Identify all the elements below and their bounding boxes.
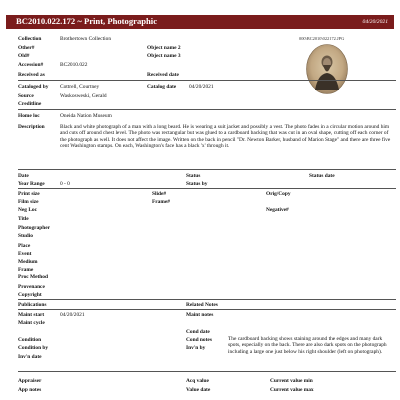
value-date-label: Value date — [186, 387, 211, 393]
photographer-label: Photographer — [18, 225, 51, 231]
maint-cycle-label: Maint cycle — [18, 320, 45, 326]
creditline-label: Creditline — [18, 101, 42, 107]
divider — [18, 309, 396, 310]
maint-start-label: Maint start — [18, 312, 45, 318]
old-number-label: Old# — [18, 53, 30, 59]
cond-notes-value: The cardboard backing shows staining around the edges and many dark spots, especially on the back. There are also dark spots on the photograph including a large one just below his right shoulder (left on photograph). — [228, 336, 387, 355]
proc-method-label: Proc Method — [18, 274, 48, 280]
year-range-label: Year Range — [18, 181, 45, 187]
portrait-photo — [306, 44, 348, 94]
divider — [18, 188, 396, 189]
source-label: Source — [18, 93, 34, 99]
other-number-label: Other# — [18, 45, 35, 51]
appraiser-label: Appraiser — [18, 378, 42, 384]
maint-notes-label: Maint notes — [186, 312, 214, 318]
cond-notes-label: Cond notes — [186, 337, 212, 343]
description-value: Black and white photograph of a man with a long beard. He is wearing a suit jacket and possibly a vest. The photo fades in a circular motion around him and cuts off around chest level. The photo was rectangular but was glued to a cardboard backing that was cut in an oval shape, cutting off each corner of the photograph as well. It does not affect the image. Written on the back in pencil "Dr. Newton Barker, husband of Marion Stage" and there are three five cent Washington stamps. On each, Washington's face has a black 'x' through it. — [60, 124, 391, 150]
accession-label: Accession# — [18, 62, 44, 68]
catalog-date-label: Catalog date — [147, 84, 177, 90]
studio-label: Studio — [18, 233, 33, 239]
app-notes-label: App notes — [18, 387, 42, 393]
year-range-value: 0 - 0 — [60, 181, 70, 187]
place-label: Place — [18, 243, 31, 249]
condition-by-label: Condition by — [18, 345, 49, 351]
condition-label: Condition — [18, 337, 42, 343]
collection-label: Collection — [18, 36, 42, 42]
divider — [18, 371, 396, 372]
title-label: Title — [18, 216, 29, 222]
cataloged-by-value: Cottrell, Courtney — [60, 84, 100, 90]
copyright-label: Copyright — [18, 292, 42, 298]
received-date-label: Received date — [147, 72, 179, 78]
divider — [18, 109, 396, 110]
object-name-2-label: Object name 2 — [147, 45, 181, 51]
catalog-date-value: 04/20/2021 — [189, 84, 214, 90]
record-header — [6, 15, 394, 29]
divider — [18, 169, 396, 170]
cataloged-by-label: Cataloged by — [18, 84, 49, 90]
frame-label: Frame — [18, 267, 34, 273]
frame-number-label: Frame# — [152, 199, 170, 205]
orig-copy-label: Orig/Copy — [266, 191, 291, 197]
status-label: Status — [186, 173, 201, 179]
current-value-max-label: Current value max — [270, 387, 314, 393]
negative-number-label: Negative# — [266, 207, 289, 213]
description-label: Description — [18, 124, 45, 130]
inventory-by-label: Inv'n by — [186, 345, 206, 351]
print-size-label: Print size — [18, 191, 40, 197]
current-value-min-label: Current value min — [270, 378, 313, 384]
date-label: Date — [18, 173, 29, 179]
related-notes-label: Related Notes — [186, 302, 218, 308]
acq-value-label: Acq value — [186, 378, 209, 384]
publications-label: Publications — [18, 302, 47, 308]
collection-value: Brothertown Collection — [60, 36, 112, 42]
medium-label: Medium — [18, 259, 38, 265]
home-location-value: Oneida Nation Museum — [60, 113, 112, 119]
provenance-label: Provenance — [18, 284, 45, 290]
photo-filename: 000\BC2010\022172.JPG — [299, 36, 345, 41]
event-label: Event — [18, 251, 32, 257]
inventory-date-label: Inv'n date — [18, 354, 42, 360]
divider — [18, 80, 396, 81]
maint-start-value: 04/20/2021 — [60, 312, 85, 318]
film-size-label: Film size — [18, 199, 39, 205]
status-by-label: Status by — [186, 181, 208, 187]
accession-value: BC2010.022 — [60, 62, 88, 68]
received-as-label: Received as — [18, 72, 45, 78]
record-title: BC2010.022.172 ~ Print, Photographic — [16, 16, 158, 26]
status-date-label: Status date — [309, 173, 335, 179]
slide-number-label: Slide# — [152, 191, 167, 197]
negative-location-label: Neg Loc — [18, 207, 38, 213]
source-value: Waskosweski, Gerald — [60, 93, 107, 99]
home-location-label: Home loc — [18, 113, 40, 119]
cond-date-label: Cond date — [186, 329, 210, 335]
report-date: 04/20/2021 — [362, 19, 388, 25]
divider — [18, 299, 396, 300]
object-name-3-label: Object name 3 — [147, 53, 181, 59]
